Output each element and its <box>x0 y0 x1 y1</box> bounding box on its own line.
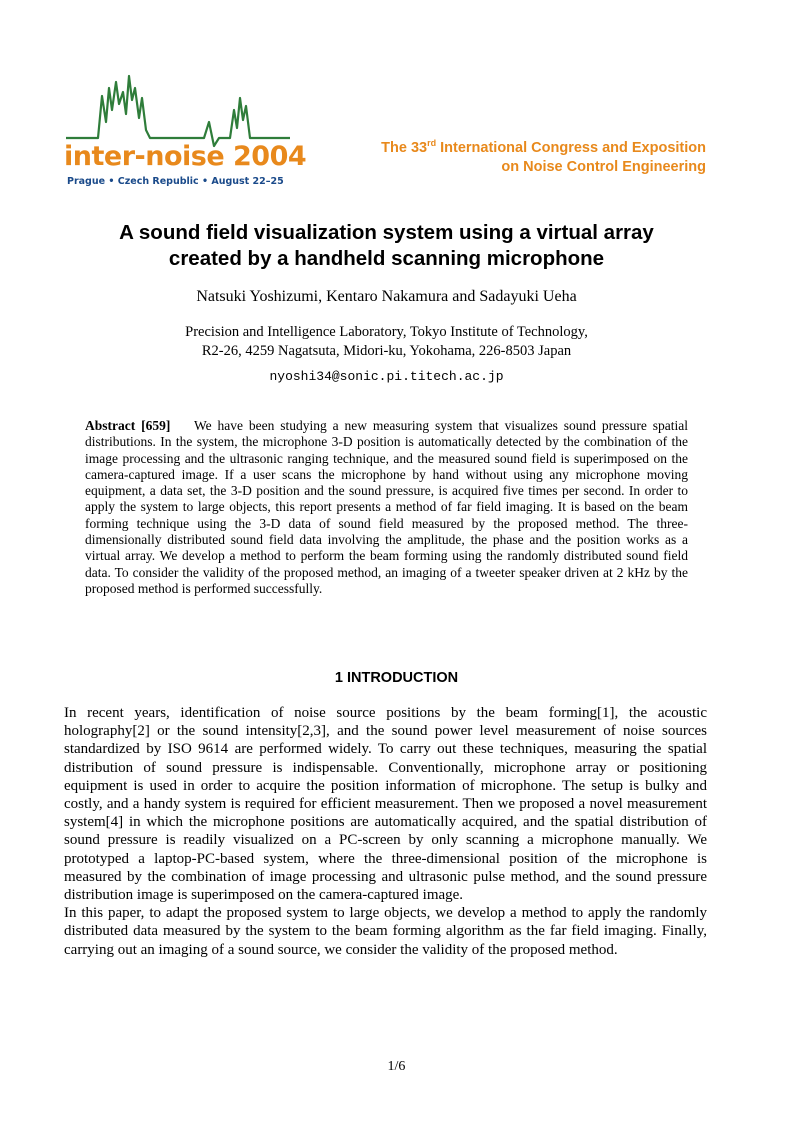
affiliation-line-1: Precision and Intelligence Laboratory, Tokyo Institute of Technology, <box>185 324 588 340</box>
affiliation <box>60 323 713 361</box>
title-line-2: created by a handheld scanning microphone <box>168 247 605 270</box>
intro-paragraph-1: In recent years, identification of noise source positions by the beam forming[1], the acoustic holography[2] or the sound intensity[2,3], and the sound power level measurement of noise sources standardized by ISO 9614 are performed widely. To carry out these techniques, measuring the spatial distribution of sound pressure is indispensable. Conventionally, microphone array or positioning equipment is used in order to acquire the position information of microphone. The setup is bulky and costly, and a handy system is required for efficient measurement. Then we proposed a novel measurement system[4] in which the microphone positions are automatically acquired, and the spatial distribution of sound pressure is readily visualized on a PC-screen by only scanning a microphone manually. We prototyped a laptop-PC-based system, where the three-dimensional position of the microphone is measured by the combination of image processing and ultrasonic pulse method, and the sound pressure distribution image is superimposed on the camera-captured image. <box>64 705 707 904</box>
section-heading-introduction: 1 INTRODUCTION <box>334 670 459 686</box>
logo-subtitle: Prague • Czech Republic • August 22–25 <box>67 176 284 187</box>
affiliation-line-2: R2-26, 4259 Nagatsuta, Midori-ku, Yokohama, 226-8503 Japan <box>201 343 572 359</box>
congress-line-2: on Noise Control Engineering <box>501 159 706 175</box>
ordinal-superscript: rd <box>427 138 437 149</box>
intro-paragraph-2: In this paper, to adapt the proposed system to large objects, we develop a method to apply the randomly distributed data measured by the system to the beam forming algorithm as the far field imaging. Finally, carrying out an imaging of a sound source, we consider the validity of the proposed method. <box>64 905 707 958</box>
abstract <box>85 418 688 597</box>
introduction-body <box>64 704 707 959</box>
skyline-waveform-graphic <box>62 70 294 150</box>
abstract-text: We have been studying a new measuring system that visualizes sound pressure spatial distributions. In the system, the microphone 3-D position is automatically detected by the combination of the image processing and the ultrasonic ranging technique, and the measured sound field is superimposed on the camera-captured image. If a user scans the microphone by hand without using any microphone moving equipment, a data set, the 3-D position and the sound pressure, is acquired five times per second. In order to apply the system to large objects, this report presents a method of far field imaging. It is based on the beam forming technique using the 3-D data of sound field measured by the proposed method. The three-dimensionally distributed sound field data involving the amplitude, the phase and the position works as a virtual array. We develop a method to perform the beam forming using the randomly distributed sound field data. To consider the validity of the proposed method, an imaging of a tweeter speaker driven at 2 kHz by the proposed method is performed successfully. <box>85 418 688 596</box>
congress-heading <box>381 139 706 177</box>
conference-logo <box>62 70 307 192</box>
paper-title <box>60 220 713 272</box>
author-list: Natsuki Yoshizumi, Kentaro Nakamura and Sadayuki Ueha <box>196 288 577 305</box>
congress-line-1: The 33rd International Congress and Exposition <box>381 138 706 156</box>
page-number: 1/6 <box>387 1059 406 1074</box>
title-line-1: A sound field visualization system using a virtual array <box>119 221 654 244</box>
logo-wordmark: inter-noise 2004 <box>64 141 307 172</box>
author-email: nyoshi34@sonic.pi.titech.ac.jp <box>269 369 504 384</box>
abstract-label: Abstract [659] <box>85 418 171 433</box>
